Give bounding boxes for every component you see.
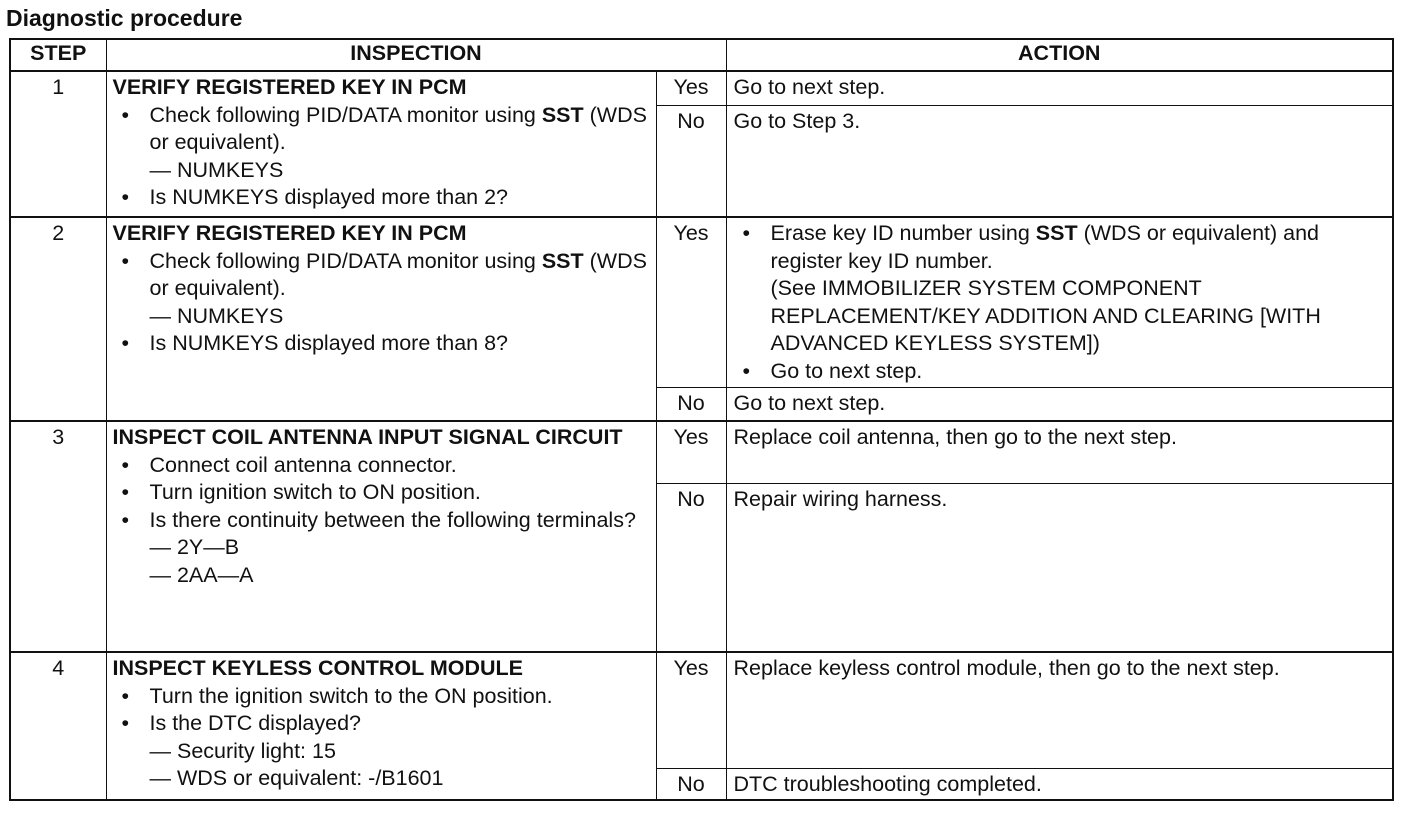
inspection-heading: VERIFY REGISTERED KEY IN PCM — [112, 221, 467, 245]
yes-action: Replace coil antenna, then go to the next step. — [726, 421, 1393, 483]
step-number: 2 — [10, 217, 106, 421]
inspection-subitem: — WDS or equivalent: -/B1601 — [149, 766, 444, 790]
header-inspection: INSPECTION — [106, 39, 726, 71]
step-inspection — [106, 652, 656, 800]
yes-label: Yes — [656, 71, 726, 105]
step-number: 3 — [10, 421, 106, 652]
step-inspection — [106, 71, 656, 217]
no-action: Go to Step 3. — [726, 105, 1393, 217]
step-4-yes-row — [10, 652, 1393, 768]
no-label: No — [656, 483, 726, 652]
inspection-subitem: — NUMKEYS — [149, 157, 284, 182]
inspection-bullet: • Connect coil antenna connector. — [113, 452, 650, 480]
inspection-bullet: • Turn ignition switch to ON position. — [113, 479, 650, 507]
inspection-bullet: • Is NUMKEYS displayed more than 2? — [113, 184, 650, 212]
step-number: 1 — [10, 71, 106, 217]
yes-action: Replace keyless control module, then go to the next step. — [726, 652, 1393, 768]
inspection-bullet: • Is there continuity between the following terminals? — 2Y—B — 2AA—A — [113, 507, 650, 590]
yes-action: Go to next step. — [726, 71, 1393, 105]
inspection-subitem: — Security light: 15 — [149, 738, 336, 763]
yes-label: Yes — [656, 421, 726, 483]
diagnostic-table — [9, 38, 1394, 801]
step-3-yes-row — [10, 421, 1393, 483]
yes-label: Yes — [656, 217, 726, 387]
inspection-bullet: • Check following PID/DATA monitor using SST (WDS or equivalent). — NUMKEYS — [113, 248, 650, 331]
step-inspection — [106, 217, 656, 421]
yes-label: Yes — [656, 652, 726, 768]
no-label: No — [656, 105, 726, 217]
inspection-bullet: • Check following PID/DATA monitor using SST (WDS or equivalent). — NUMKEYS — [113, 102, 650, 185]
header-action: ACTION — [726, 39, 1393, 71]
action-reference: (See IMMOBILIZER SYSTEM COMPONENT REPLACEMENT/KEY ADDITION AND CLEARING [WITH ADVANCED KEYLESS SYSTEM]) — [770, 276, 1321, 355]
step-2-yes-row — [10, 217, 1393, 387]
inspection-subitem: — 2Y—B — [149, 535, 240, 559]
page-title: Diagnostic procedure — [6, 5, 243, 31]
inspection-heading: VERIFY REGISTERED KEY IN PCM — [112, 75, 467, 99]
yes-action — [726, 217, 1393, 387]
inspection-bullet: • Is the DTC displayed? — Security light: 15 — WDS or equivalent: -/B1601 — [113, 710, 650, 793]
no-label: No — [656, 387, 726, 421]
no-action: Go to next step. — [726, 387, 1393, 421]
action-bullet: • Go to next step. — [734, 358, 1387, 386]
inspection-bullet: • Is NUMKEYS displayed more than 8? — [113, 330, 650, 358]
no-label: No — [656, 768, 726, 800]
table-header-row — [10, 39, 1393, 71]
inspection-subitem: — 2AA—A — [149, 562, 254, 587]
step-number: 4 — [10, 652, 106, 800]
action-bullet: • Erase key ID number using SST (WDS or equivalent) and register key ID number. (See IMMOBILIZER SYSTEM COMPONENT REPLACEMENT/KEY ADDITION AND CLEARING [WITH ADVANCED KEYLESS SYSTEM]) — [734, 220, 1387, 358]
step-1-yes-row — [10, 71, 1393, 105]
inspection-heading: INSPECT KEYLESS CONTROL MODULE — [112, 656, 524, 680]
header-step: STEP — [10, 39, 106, 71]
inspection-subitem: — NUMKEYS — [149, 303, 284, 328]
step-inspection — [106, 421, 656, 652]
inspection-bullet: • Turn the ignition switch to the ON position. — [113, 683, 650, 711]
no-action: DTC troubleshooting completed. — [726, 768, 1393, 800]
no-action: Repair wiring harness. — [726, 483, 1393, 652]
inspection-heading: INSPECT COIL ANTENNA INPUT SIGNAL CIRCUIT — [112, 425, 623, 449]
